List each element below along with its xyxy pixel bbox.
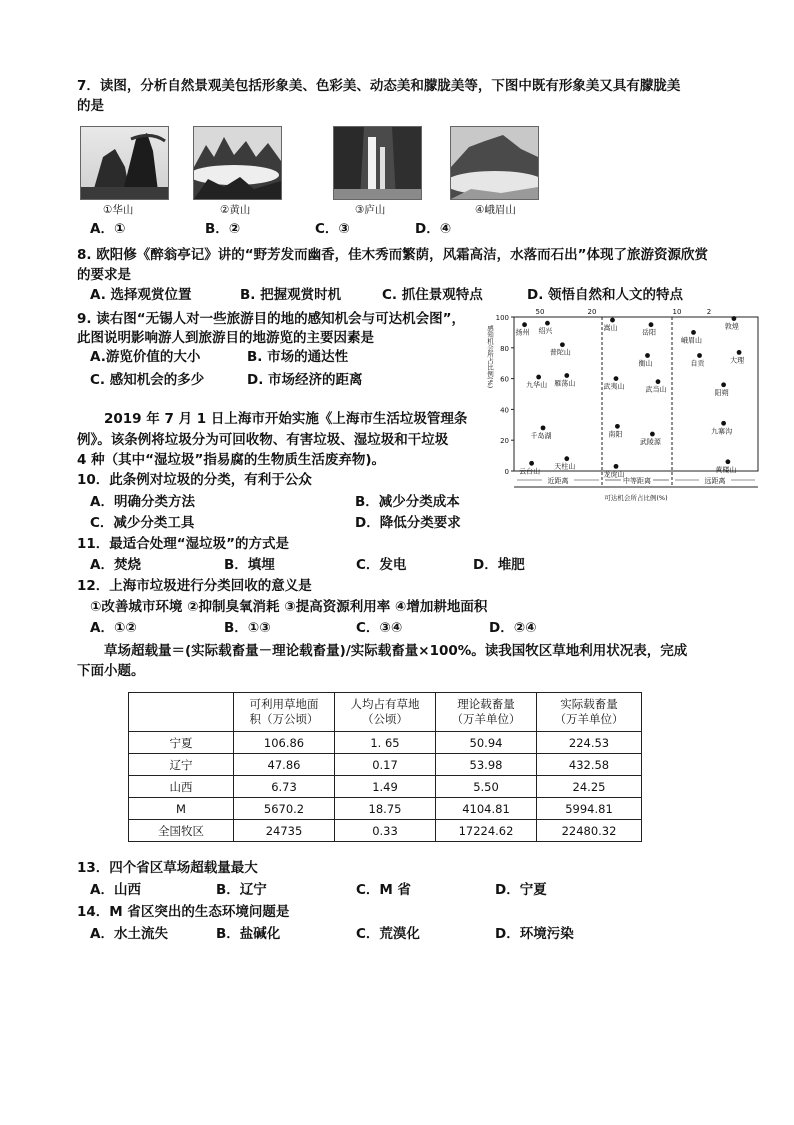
q14-option-d[interactable]: D．环境污染 xyxy=(495,926,574,942)
point-武当山 xyxy=(656,379,661,384)
q9-option-b[interactable]: B. 市场的通达性 xyxy=(247,349,349,365)
point-label: 黄楼山 xyxy=(715,465,737,474)
zone-label: 远距离 xyxy=(704,477,726,485)
point-label: 武当山 xyxy=(645,385,667,394)
q9-stem-line1: 9. 读右图“无锡人对一些旅游目的地的感知机会与可达机会图”， xyxy=(77,311,465,327)
point-label: 云台山 xyxy=(519,467,541,476)
q13-option-c[interactable]: C．M 省 xyxy=(356,882,412,898)
table-header-theoretical: 理论载畜量 （万羊单位） xyxy=(436,693,537,732)
table-header-per-capita: 人均占有草地 （公顷） xyxy=(335,693,436,732)
table-header-actual: 实际载畜量 （万羊单位） xyxy=(537,693,642,732)
point-九华山 xyxy=(536,375,541,380)
point-绍兴 xyxy=(545,321,550,326)
caption-huangshan: ②黄山 xyxy=(220,204,251,216)
point-黄楼山 xyxy=(726,459,731,464)
point-峨眉山 xyxy=(691,330,696,335)
top-tick-label: 50 xyxy=(535,308,545,316)
table-header-area: 可利用草地面 积（万公顷） xyxy=(234,693,335,732)
q8-stem-line1: 8. 欧阳修《醉翁亭记》讲的“野芳发而幽香，佳木秀而繁荫，风霜高洁，水落而石出”体现了旅游资源欣赏 xyxy=(77,247,708,263)
photo-lushan xyxy=(333,126,422,200)
point-雁荡山 xyxy=(564,373,569,378)
point-天柱山 xyxy=(564,456,569,461)
caption-huashan: ①华山 xyxy=(103,204,134,216)
point-九寨沟 xyxy=(721,421,726,426)
q12-option-c[interactable]: C．③④ xyxy=(356,620,403,636)
q8-option-a[interactable]: A. 选择观赏位置 xyxy=(90,287,192,303)
q9-stem-line2: 此图说明影响游人到旅游目的地游览的主要因素是 xyxy=(77,330,374,346)
q7-option-b[interactable]: B．② xyxy=(205,221,241,237)
point-嵩山 xyxy=(610,318,615,323)
q13-option-d[interactable]: D．宁夏 xyxy=(495,882,547,898)
y-tick-label: 0 xyxy=(504,468,509,476)
q10-stem: 10．此条例对垃圾的分类，有利于公众 xyxy=(77,472,312,488)
table-row: 山西 6.73 1.49 5.50 24.25 xyxy=(129,776,642,798)
point-label: 武陵源 xyxy=(639,438,661,447)
table-row: 辽宁 47.86 0.17 53.98 432.58 xyxy=(129,754,642,776)
point-普陀山 xyxy=(560,342,565,347)
q9-option-a[interactable]: A.游览价值的大小 xyxy=(90,349,201,365)
q13-stem: 13．四个省区草场超载量最大 xyxy=(77,860,258,876)
point-label: 普陀山 xyxy=(549,348,571,357)
q7-stem-line2: 的是 xyxy=(77,98,104,114)
q10-option-a[interactable]: A．明确分类方法 xyxy=(90,494,195,510)
q10-option-c[interactable]: C．减少分类工具 xyxy=(90,515,195,531)
point-岳阳 xyxy=(649,322,654,327)
y-tick-label: 20 xyxy=(500,437,509,446)
point-label: 阳朔 xyxy=(714,388,729,397)
top-tick-label: 20 xyxy=(587,308,597,316)
point-label: 自贡 xyxy=(690,359,705,368)
grassland-table xyxy=(128,692,642,842)
perception-access-chart xyxy=(482,305,764,503)
point-label: 雁荡山 xyxy=(554,379,576,388)
photo-huangshan xyxy=(193,126,282,200)
q13-option-b[interactable]: B．辽宁 xyxy=(216,882,267,898)
point-label: 九寨沟 xyxy=(711,427,733,436)
point-label: 天柱山 xyxy=(554,462,576,471)
y-tick-label: 80 xyxy=(500,344,509,353)
caption-lushan: ③庐山 xyxy=(355,204,386,216)
point-label: 龙虎山 xyxy=(603,470,625,479)
point-自贡 xyxy=(697,353,702,358)
q8-option-d[interactable]: D. 领悟自然和人文的特点 xyxy=(527,287,684,303)
q11-option-c[interactable]: C．发电 xyxy=(356,557,407,573)
point-label: 千岛湖 xyxy=(530,431,552,440)
point-千岛湖 xyxy=(541,425,546,430)
point-label: 南阳 xyxy=(608,430,623,439)
top-tick-label: 2 xyxy=(706,308,712,316)
table-row: M 5670.2 18.75 4104.81 5994.81 xyxy=(129,798,642,820)
point-南阳 xyxy=(615,424,620,429)
passage2-line1: 草场超载量＝(实际载畜量－理论载畜量)/实际载畜量×100%。读我国牧区草地利用状况表，完成 xyxy=(104,643,688,659)
passage1-line3: 4 种（其中“湿垃圾”指易腐的生物质生活废弃物)。 xyxy=(77,452,386,468)
table-header-blank xyxy=(129,693,234,732)
q7-option-d[interactable]: D．④ xyxy=(415,221,452,237)
point-label: 衡山 xyxy=(638,359,653,368)
q8-option-b[interactable]: B. 把握观赏时机 xyxy=(240,287,342,303)
q14-option-b[interactable]: B．盐碱化 xyxy=(216,926,281,942)
zone-label: 近距离 xyxy=(547,477,569,485)
passage1-line1: 2019 年 7 月 1 日上海市开始实施《上海市生活垃圾管理条 xyxy=(104,411,468,427)
point-云台山 xyxy=(529,461,534,466)
table-row: 宁夏 106.86 1. 65 50.94 224.53 xyxy=(129,732,642,754)
passage2-line2: 下面小题。 xyxy=(77,663,145,679)
point-武夷山 xyxy=(614,376,619,381)
point-label: 绍兴 xyxy=(538,327,553,336)
point-label: 武夷山 xyxy=(603,382,625,391)
point-大理 xyxy=(737,350,742,355)
q12-option-b[interactable]: B．①③ xyxy=(224,620,271,636)
q9-option-d[interactable]: D. 市场经济的距离 xyxy=(247,372,363,388)
q13-option-a[interactable]: A．山西 xyxy=(90,882,141,898)
table-row: 全国牧区 24735 0.33 17224.62 22480.32 xyxy=(129,820,642,842)
point-label: 岳阳 xyxy=(642,328,656,337)
q14-stem: 14．M 省区突出的生态环境问题是 xyxy=(77,904,290,920)
point-label: 敦煌 xyxy=(724,322,739,331)
y-axis-label: 感知机会所占比例(%) xyxy=(486,325,494,389)
q12-stem: 12．上海市垃圾进行分类回收的意义是 xyxy=(77,578,312,594)
point-扬州 xyxy=(522,322,527,327)
q7-stem-line1: 7．读图，分析自然景观美包括形象美、色彩美、动态美和朦胧美等，下图中既有形象美又具有朦胧美 xyxy=(77,78,681,94)
point-衡山 xyxy=(645,353,650,358)
point-敦煌 xyxy=(732,316,737,321)
point-label: 扬州 xyxy=(515,328,530,337)
point-label: 九华山 xyxy=(526,381,548,390)
q7-option-c[interactable]: C．③ xyxy=(315,221,350,237)
caption-emeishan: ④峨眉山 xyxy=(475,204,516,216)
q14-option-a[interactable]: A．水土流失 xyxy=(90,926,168,942)
top-tick-label: 10 xyxy=(672,308,682,316)
q7-option-a[interactable]: A．① xyxy=(90,221,126,237)
point-武陵源 xyxy=(650,432,655,437)
q14-option-c[interactable]: C．荒漠化 xyxy=(356,926,420,942)
q8-stem-line2: 的要求是 xyxy=(77,267,131,283)
point-label: 嵩山 xyxy=(603,324,618,333)
q8-option-c[interactable]: C. 抓住景观特点 xyxy=(382,287,483,303)
q12-option-d[interactable]: D．②④ xyxy=(489,620,537,636)
q11-option-d[interactable]: D．堆肥 xyxy=(473,557,525,573)
x-axis-label: 可达机会所占比例(%) xyxy=(604,494,668,502)
q11-stem: 11．最适合处理“湿垃圾”的方式是 xyxy=(77,536,290,552)
point-label: 峨眉山 xyxy=(681,336,702,345)
q12-option-a[interactable]: A．①② xyxy=(90,620,137,636)
photo-huashan xyxy=(80,126,169,200)
passage1-line2: 例》。该条例将垃圾分为可回收物、有害垃圾、湿垃圾和干垃圾 xyxy=(77,432,449,448)
y-tick-label: 100 xyxy=(495,314,509,322)
q10-option-b[interactable]: B．减少分类成本 xyxy=(355,494,460,510)
q10-option-d[interactable]: D．降低分类要求 xyxy=(355,515,461,531)
point-阳朔 xyxy=(721,382,726,387)
point-label: 大理 xyxy=(730,356,745,365)
q12-items: ①改善城市环境 ②抑制臭氧消耗 ③提高资源利用率 ④增加耕地面积 xyxy=(90,599,488,615)
y-tick-label: 60 xyxy=(500,375,509,384)
table-header-row xyxy=(129,693,642,732)
zone-label: 中等距离 xyxy=(623,477,651,485)
q11-option-a[interactable]: A．焚烧 xyxy=(90,557,141,573)
y-tick-label: 40 xyxy=(500,406,509,415)
point-龙虎山 xyxy=(614,464,619,469)
photo-emeishan xyxy=(450,126,539,200)
q11-option-b[interactable]: B．填埋 xyxy=(224,557,275,573)
q9-option-c[interactable]: C. 感知机会的多少 xyxy=(90,372,205,388)
